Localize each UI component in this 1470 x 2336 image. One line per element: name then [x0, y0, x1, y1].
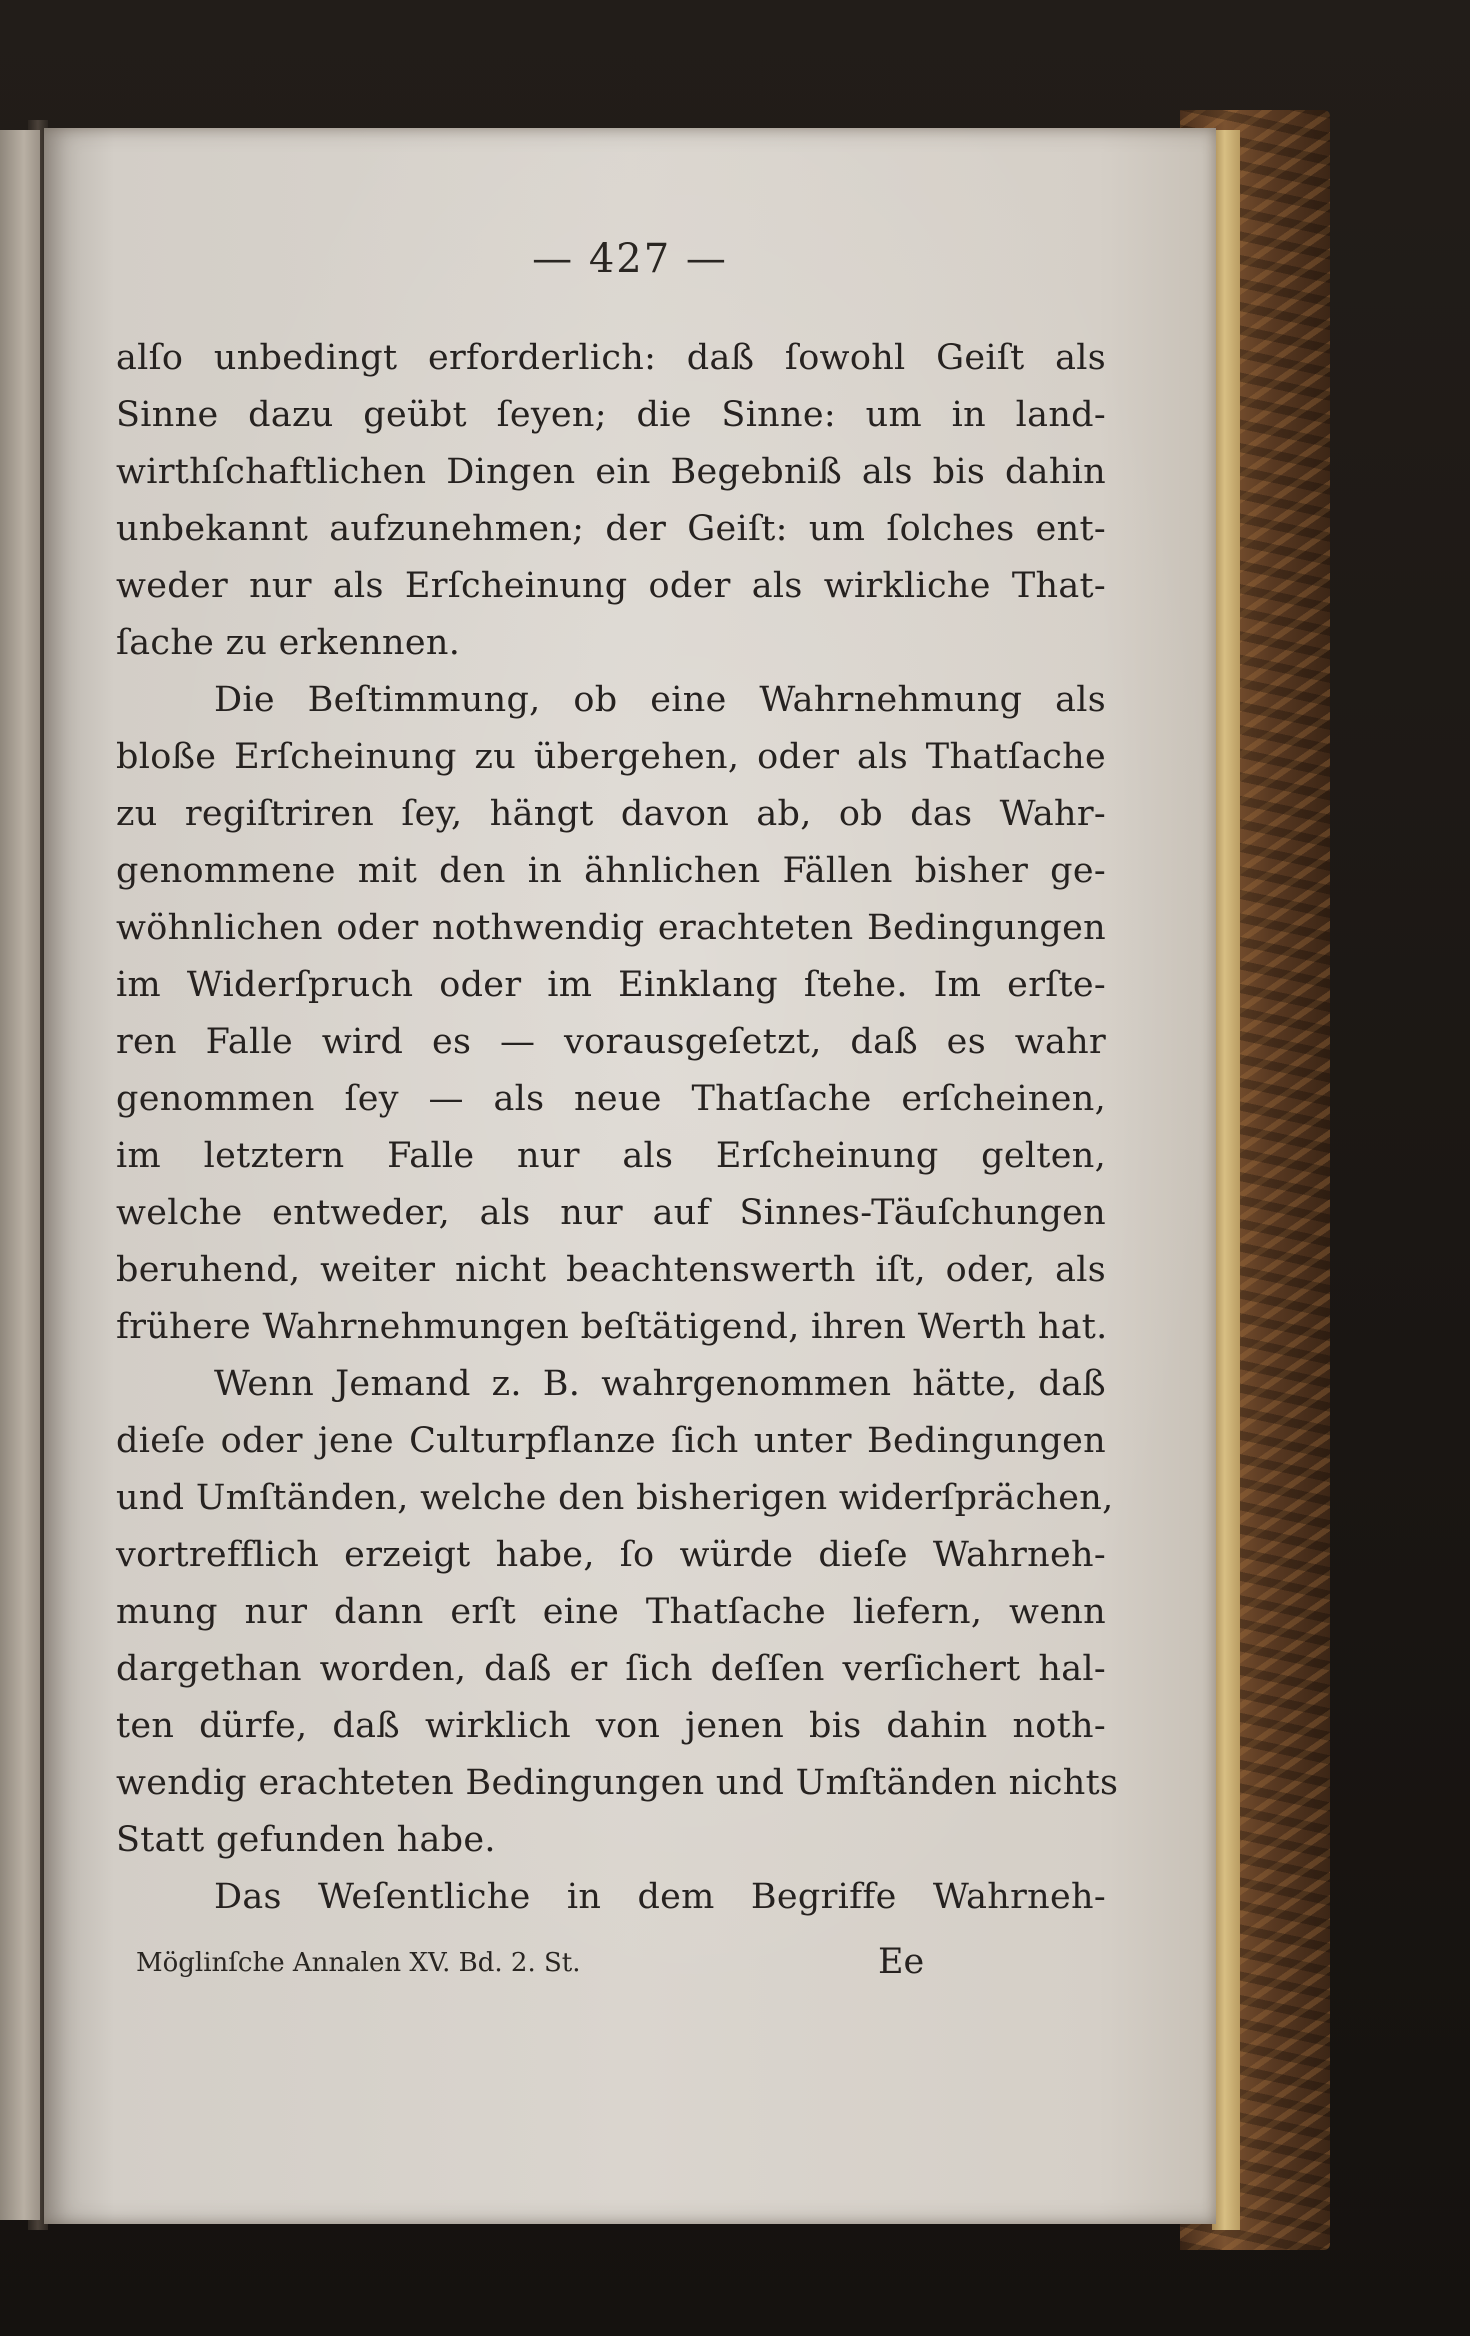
text-line: mung nur dann erſt eine Thatſache liefern, wenn: [116, 1592, 1106, 1632]
text-line: wendig erachteten Bedingungen und Umſtänden nichts: [116, 1763, 1119, 1803]
page-edges: [1212, 130, 1240, 2230]
text-line: vortrefflich erzeigt habe, ſo würde dieſe Wahrneh-: [116, 1535, 1106, 1575]
text-line: ten dürfe, daß wirklich von jenen bis dahin noth-: [116, 1706, 1106, 1746]
text-line: Das Weſentliche in dem Begriffe Wahrneh-: [214, 1877, 1106, 1917]
text-line: unbekannt aufzunehmen; der Geiſt: um ſolches ent-: [116, 509, 1106, 549]
text-line: ſache zu erkennen.: [116, 623, 461, 663]
text-line: dargethan worden, daß er ſich deſſen verſichert hal-: [116, 1649, 1106, 1689]
text-line: zu regiſtriren ſey, hängt davon ab, ob das Wahr-: [116, 794, 1106, 834]
text-line: bloße Erſcheinung zu übergehen, oder als Thatſache: [116, 737, 1106, 777]
text-line: weder nur als Erſcheinung oder als wirkliche That-: [116, 566, 1106, 606]
text-line: dieſe oder jene Culturpflanze ſich unter Bedingungen: [116, 1421, 1106, 1461]
page-footer: [136, 1942, 936, 1998]
text-line: welche entweder, als nur auf Sinnes-Täuſchungen: [116, 1193, 1106, 1233]
text-line: Statt gefunden habe.: [116, 1820, 496, 1860]
previous-page-edge: [0, 130, 40, 2220]
text-line: alſo unbedingt erforderlich: daß ſowohl Geiſt als: [116, 338, 1106, 378]
book-page: [44, 128, 1216, 2224]
text-line: Die Beſtimmung, ob eine Wahrnehmung als: [214, 680, 1106, 720]
text-line: Wenn Jemand z. B. wahrgenommen hätte, daß: [214, 1364, 1106, 1404]
text-line: beruhend, weiter nicht beachtenswerth iſt, oder, als: [116, 1250, 1106, 1290]
page-text: [116, 330, 1119, 1926]
text-line: wöhnlichen oder nothwendig erachteten Bedingungen: [116, 908, 1106, 948]
text-line: genommen ſey — als neue Thatſache erſcheinen,: [116, 1079, 1106, 1119]
text-line: ren Falle wird es — vorausgeſetzt, daß es wahr: [116, 1022, 1106, 1062]
text-line: wirthſchaftlichen Dingen ein Begebniß als bis dahin: [116, 452, 1106, 492]
signature-mark: Möglinſche Annalen XV. Bd. 2. St.: [136, 1948, 581, 1978]
text-line: frühere Wahrnehmungen beſtätigend, ihren Werth hat.: [116, 1307, 1108, 1347]
catchword: Ee: [878, 1942, 925, 1982]
text-line: Sinne dazu geübt ſeyen; die Sinne: um in land-: [116, 395, 1106, 435]
text-line: im letztern Falle nur als Erſcheinung gelten,: [116, 1136, 1106, 1176]
page-number: — 427 —: [532, 236, 728, 282]
text-line: genommene mit den in ähnlichen Fällen bisher ge-: [116, 851, 1106, 891]
text-line: im Widerſpruch oder im Einklang ſtehe. Im erſte-: [116, 965, 1106, 1005]
text-line: und Umſtänden, welche den bisherigen widerſprächen,: [116, 1478, 1114, 1518]
